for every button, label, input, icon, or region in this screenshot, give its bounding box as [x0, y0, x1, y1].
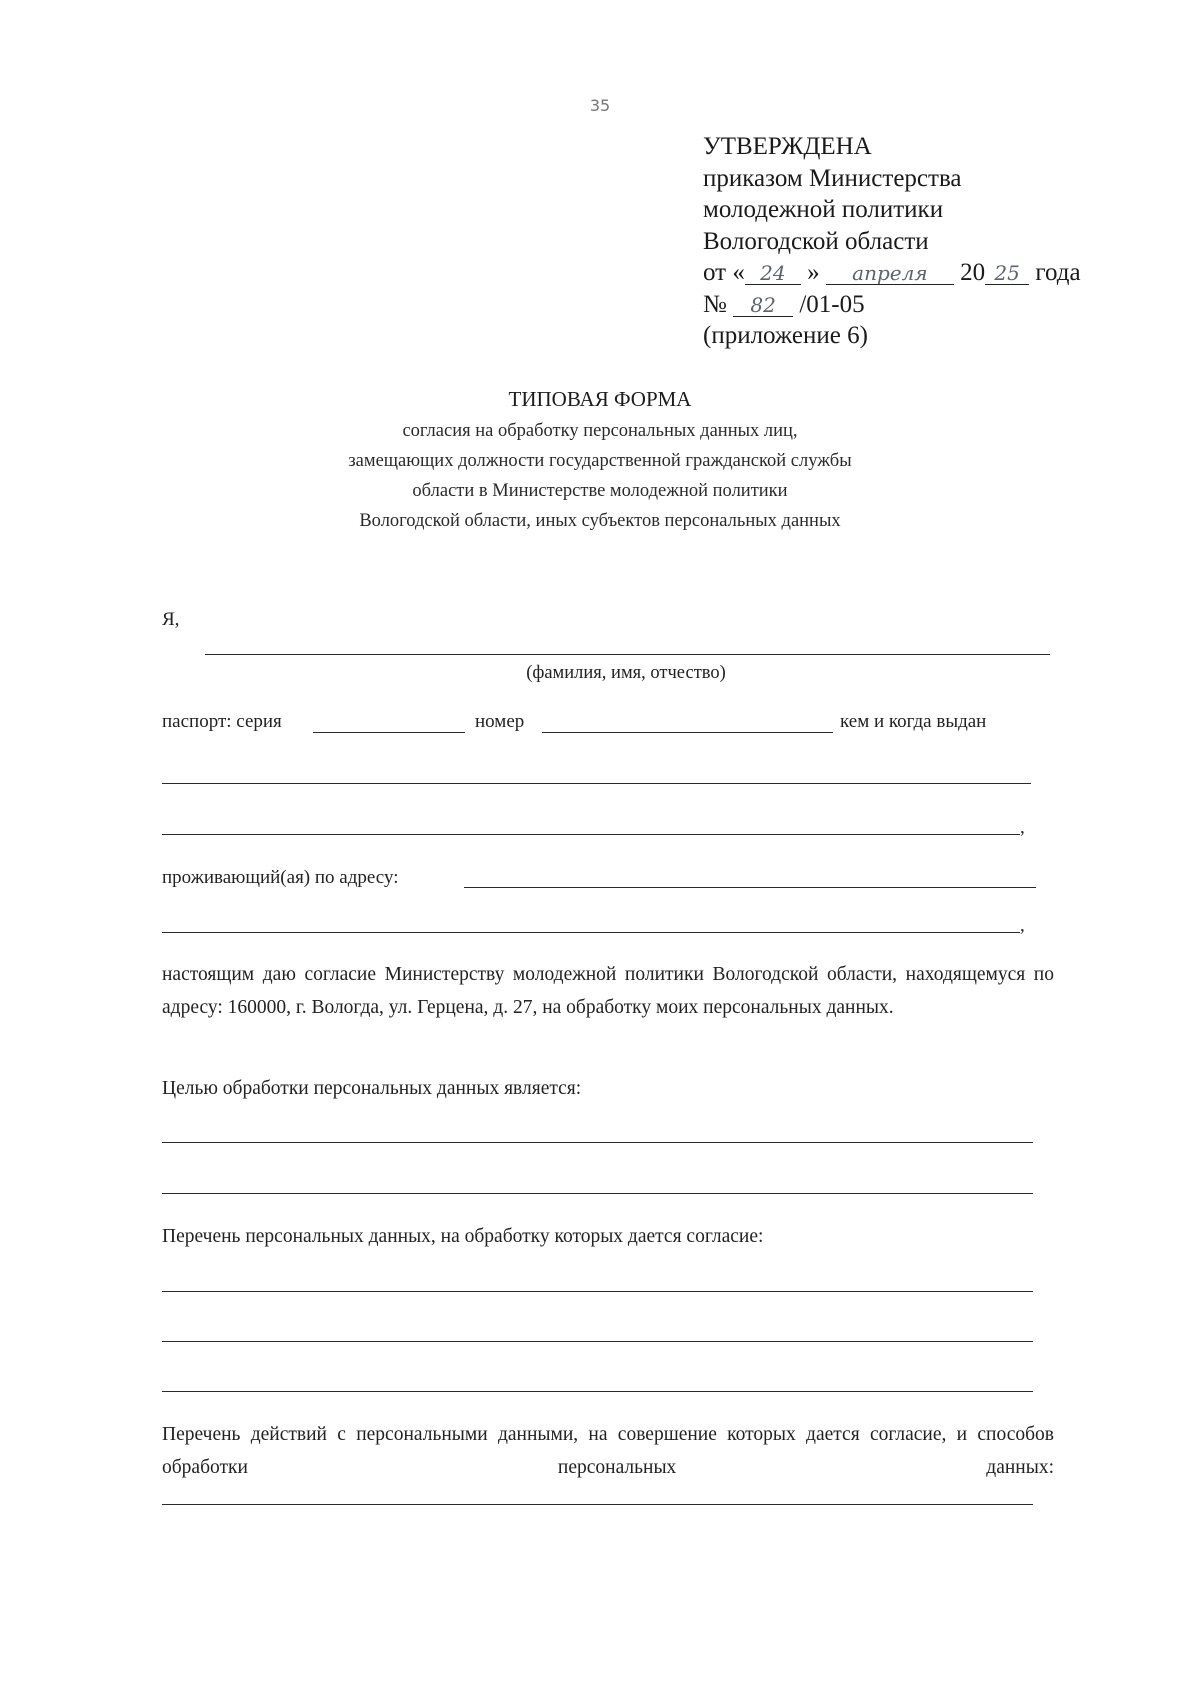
approval-appendix: (приложение 6) [703, 322, 868, 349]
form-subtitle-line-2: замещающих должности государственной гражданской службы [348, 451, 852, 471]
year-suffix-handwritten: 25 [985, 262, 1029, 285]
consent-text: настоящим даю согласие Министерству молодежной политики Вологодской области, находящемуся по адресу: 160000, г. Вологда, ул. Герцена, д. 27, на обработку моих персональных данных. [162, 964, 1054, 1018]
form-subtitle-line-4: Вологодской области, иных субъектов персональных данных [359, 511, 841, 531]
passport-issued-label: кем и когда выдан [840, 711, 987, 732]
purpose-line-2 [162, 1193, 1033, 1194]
data-list-label: Перечень персональных данных, на обработку которых дается согласие: [162, 1226, 764, 1247]
approval-line-2: молодежной политики [703, 196, 944, 223]
year-prefix: 20 [960, 259, 986, 286]
data-list-line-3 [162, 1391, 1033, 1392]
actions-line-1 [162, 1504, 1033, 1505]
data-list-line-1 [162, 1291, 1033, 1292]
passport-series-line [313, 732, 465, 733]
passport-issued-line-1 [162, 783, 1031, 784]
residence-line-2 [162, 932, 1020, 933]
residence-comma: , [1020, 915, 1025, 936]
form-subtitle [0, 416, 1200, 536]
form-subtitle-line-1: согласия на обработку персональных данных лиц, [402, 421, 798, 441]
approval-heading: УТВЕРЖДЕНА [703, 133, 872, 160]
fio-caption: (фамилия, имя, отчество) [526, 663, 726, 683]
residence-line-1 [464, 887, 1036, 888]
number-handwritten: 82 [733, 294, 793, 317]
data-list-line-2 [162, 1341, 1033, 1342]
date-month-handwritten: апреля [826, 262, 954, 285]
passport-number-line [542, 732, 833, 733]
passport-series-label: паспорт: серия [162, 711, 282, 732]
page-number: 35 [589, 96, 611, 115]
approval-number [703, 289, 1081, 321]
approval-line-1: приказом Министерства [703, 164, 962, 192]
number-suffix: /01-05 [799, 290, 865, 318]
purpose-label: Целью обработки персональных данных является: [162, 1078, 582, 1099]
number-prefix: № [703, 290, 727, 318]
i-label: Я, [162, 609, 180, 630]
purpose-line-1 [162, 1142, 1033, 1143]
year-word: года [1035, 259, 1081, 286]
approval-date [703, 257, 1081, 289]
passport-issued-comma: , [1020, 817, 1025, 838]
passport-issued-line-2 [162, 834, 1020, 835]
approval-stamp [703, 131, 1081, 352]
form-title: ТИПОВАЯ ФОРМА [508, 387, 692, 411]
fio-line [205, 654, 1050, 655]
actions-label: Перечень действий с персональными данными, на совершение которых дается согласие, и способов обработки персональных данных: [162, 1424, 1054, 1478]
residence-label: проживающий(ая) по адресу: [162, 867, 399, 888]
date-day-handwritten: 24 [745, 262, 801, 285]
date-prefix: от « [703, 259, 745, 286]
passport-number-label: номер [475, 711, 525, 732]
approval-line-3: Вологодской области [703, 227, 929, 255]
date-mid: » [807, 259, 820, 286]
form-subtitle-line-3: области в Министерстве молодежной политики [412, 481, 788, 501]
